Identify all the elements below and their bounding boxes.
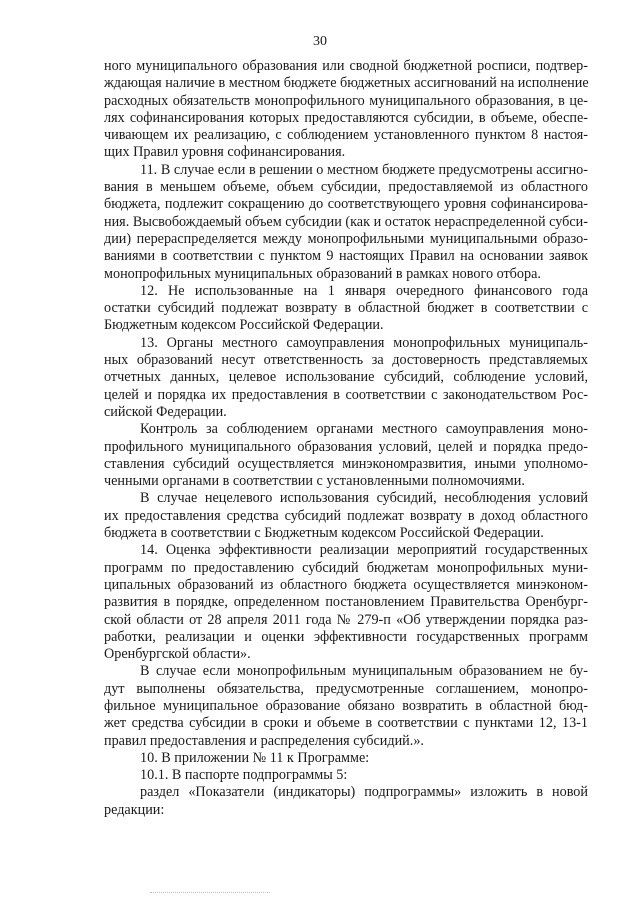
text-line: отчетных данных, целевое использование субсидий, соблюдение условий, xyxy=(104,369,588,386)
text-line: их предоставления средства субсидий подлежат возврату в доход областного xyxy=(104,507,588,524)
document-body xyxy=(104,58,588,819)
text-line: работки, реализации и оценки эффективности государственных программ xyxy=(104,628,588,645)
text-line: ния. Высвобождаемый объем субсидии (как и остаток нераспределенной субси- xyxy=(104,213,588,230)
paragraph xyxy=(104,767,588,784)
paragraph xyxy=(104,542,588,663)
text-line: щих Правил уровня софинансирования. xyxy=(104,144,346,161)
text-line: правил предоставления и распределения субсидий.». xyxy=(104,732,424,749)
paragraph xyxy=(104,283,588,335)
text-line: 14. Оценка эффективности реализации мероприятий государственных xyxy=(140,542,588,559)
text-line: 10. В приложении № 11 к Программе: xyxy=(140,749,370,766)
text-line: бюджета в соответствии с Бюджетным кодексом Российской Федерации. xyxy=(104,525,544,542)
text-line: лях софинансирования которых предоставляются субсидии, в объеме, обеспе- xyxy=(104,109,588,126)
paragraph xyxy=(104,750,588,767)
text-line: Бюджетным кодексом Российской Федерации. xyxy=(104,317,384,334)
text-line: профильного муниципального образования условий, целей и порядка предо- xyxy=(104,438,588,455)
text-line: программ по предоставлению субсидий бюджетам монопрофильных муни- xyxy=(104,559,588,576)
text-line: фильное муниципальное образование обязано возвратить в областной бюд- xyxy=(104,697,588,714)
text-line: ставления субсидий осуществляется минэкономразвития, иными уполномо- xyxy=(104,455,588,472)
text-line: монопрофильных муниципальных образований в рамках нового отбора. xyxy=(104,265,541,282)
paragraph xyxy=(104,335,588,421)
text-line: дии) перераспределяется между монопрофильными муниципальными образо- xyxy=(104,230,588,247)
page-number: 30 xyxy=(313,34,327,49)
text-line: 13. Органы местного самоуправления монопрофильных муниципаль- xyxy=(140,334,588,351)
scan-artifact xyxy=(150,892,270,896)
paragraph xyxy=(104,58,588,162)
text-line: раздел «Показатели (индикаторы) подпрограммы» изложить в новой xyxy=(140,784,588,801)
text-line: вания в меньшем объеме, объем субсидии, предоставляемой из областного xyxy=(104,179,588,196)
text-line: Контроль за соблюдением органами местного самоуправления моно- xyxy=(140,421,588,438)
text-line: ской области от 28 апреля 2011 года № 279-п «Об утверждении порядка раз- xyxy=(104,611,588,628)
text-line: развития в порядке, определенном постановлением Правительства Оренбург- xyxy=(104,594,588,611)
text-line: ных образований несут ответственность за достоверность представляемых xyxy=(104,352,588,369)
paragraph xyxy=(104,421,588,490)
text-line: чивающем их реализацию, с соблюдением установленного пунктом 8 настоя- xyxy=(104,127,588,144)
text-line: сийской Федерации. xyxy=(104,403,227,420)
text-line: бюджета, подлежит сокращению до соответствующего уровня софинансирова- xyxy=(104,196,588,213)
text-line: ваниями в соответствии с пунктом 9 настоящих Правил на основании заявок xyxy=(104,248,588,265)
text-line: В случае если монопрофильным муниципальным образованием не бу- xyxy=(140,663,588,680)
text-line: 10.1. В паспорте подпрограммы 5: xyxy=(140,767,348,784)
text-line: расходных обязательств монопрофильного муниципального образования, в це- xyxy=(104,92,588,109)
text-line: дут выполнены обязательства, предусмотренные соглашением, монопро- xyxy=(104,680,588,697)
text-line: остатки субсидий подлежат возврату в областной бюджет в соответствии с xyxy=(104,300,588,317)
paragraph xyxy=(104,162,588,283)
text-line: 12. Не использованные на 1 января очередного финансового года xyxy=(140,282,588,299)
text-line: ченными органами в соответствии с установленными полномочиями. xyxy=(104,473,525,490)
text-line: ждающая наличие в местном бюджете бюджетных ассигнований на исполнение xyxy=(104,75,589,92)
text-line: жет средства субсидии в сроки и объеме в соответствии с пунктами 12, 13-1 xyxy=(104,715,588,732)
text-line: целей и порядка их предоставления в соответствии с законодательством Рос- xyxy=(104,386,588,403)
text-line: ципальных образований из областного бюджета осуществляется минэконом- xyxy=(104,576,588,593)
text-line: ного муниципального образования или сводной бюджетной росписи, подтвер- xyxy=(104,58,588,74)
text-line: редакции: xyxy=(104,801,165,818)
paragraph xyxy=(104,663,588,749)
text-line: Оренбургской области». xyxy=(104,646,251,663)
paragraph xyxy=(104,784,588,819)
text-line: В случае нецелевого использования субсидий, несоблюдения условий xyxy=(140,490,588,507)
paragraph xyxy=(104,490,588,542)
text-line: 11. В случае если в решении о местном бюджете предусмотрены ассигно- xyxy=(140,161,588,178)
